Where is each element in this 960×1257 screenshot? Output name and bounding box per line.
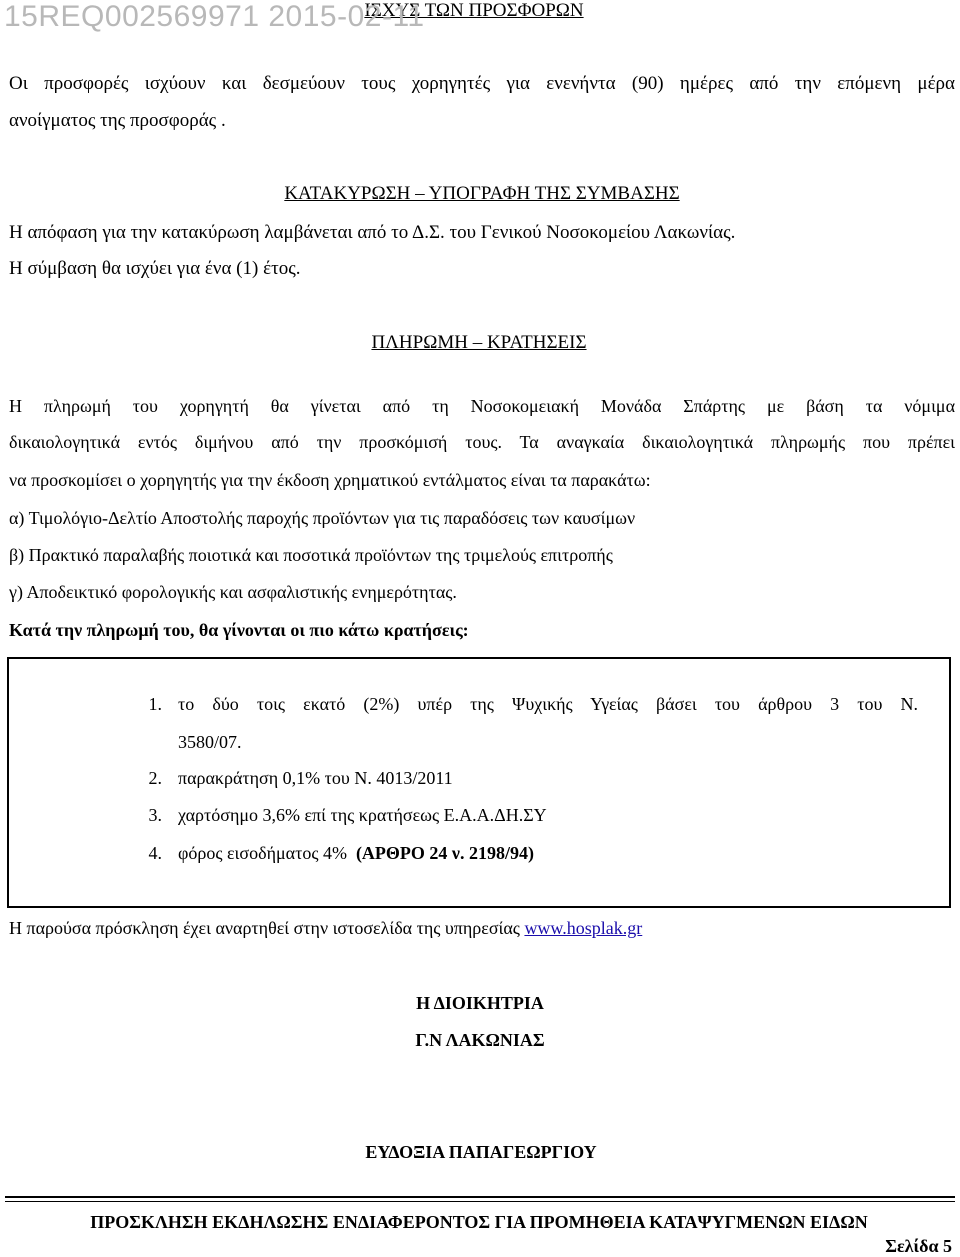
validity-line-2: ανοίγματος της προσφοράς .: [9, 110, 226, 131]
page-number: Σελίδα 5: [885, 1236, 952, 1256]
payment-item-a: α) Τιμολόγιο-Δελτίο Αποστολής παροχής προϊόντων για τις παραδόσεις των καυσίμων: [9, 508, 636, 528]
deduction-4-plain: φόρος εισοδήματος 4%: [178, 843, 356, 863]
deduction-1-text-cont: 3580/07.: [178, 732, 242, 752]
payment-heading: ΠΛΗΡΩΜΗ – ΚΡΑΤΗΣΕΙΣ: [371, 332, 587, 353]
award-line-1: Η απόφαση για την κατακύρωση λαμβάνεται από το Δ.Σ. του Γενικού Νοσοκομείου Λακωνίας.: [9, 222, 736, 243]
deduction-3-text: χαρτόσημο 3,6% επί της κρατήσεως Ε.Α.Α.ΔΗ.ΣΥ: [178, 805, 547, 825]
payment-line-1: Η πληρωμή του χορηγητή θα γίνεται από τη Νοσοκομειακή Μονάδα Σπάρτης με βάση τα νόμιμα: [9, 396, 955, 416]
award-heading: ΚΑΤΑΚΥΡΩΣΗ – ΥΠΟΓΡΑΦΗ ΤΗΣ ΣΥΜΒΑΣΗΣ: [284, 183, 680, 204]
signature-title: Η ΔΙΟΙΚΗΤΡΙΑ: [416, 993, 544, 1013]
payment-item-b: β) Πρακτικό παραλαβής ποιοτικά και ποσοτικά προϊόντων της τριμελούς επιτροπής: [9, 545, 613, 565]
document-id-stamp: 15REQ002569971 2015-02-11: [4, 0, 425, 33]
payment-item-c: γ) Αποδεικτικό φορολογικής και ασφαλιστικής ενημερότητας.: [9, 582, 457, 602]
deduction-4-number: 4.: [148, 843, 162, 863]
deductions-heading: Κατά την πληρωμή του, θα γίνονται οι πιο κάτω κρατήσεις:: [9, 620, 469, 640]
payment-line-2: δικαιολογητικά εντός διμήνου από την προσκόμισή τους. Τα αναγκαία δικαιολογητικά πληρωμής που πρέπει: [9, 432, 955, 452]
deduction-4-text: [178, 843, 534, 864]
deduction-1-text: το δύο τοις εκατό (2%) υπέρ της Ψυχικής Υγείας βάσει του άρθρου 3 του Ν.: [178, 694, 918, 714]
signature-org: Γ.Ν ΛΑΚΩΝΙΑΣ: [415, 1030, 545, 1050]
validity-heading: ΙΣΧΥΣ ΤΩΝ ΠΡΟΣΦΟΡΩΝ: [364, 0, 584, 21]
website-link[interactable]: www.hosplak.gr: [524, 918, 643, 938]
deduction-4-bold: (ΑΡΘΡΟ 24 ν. 2198/94): [355, 843, 534, 863]
posting-line: [9, 918, 642, 939]
payment-line-3: να προσκομίσει ο χορηγητής για την έκδοση χρηματικού εντάλματος είναι τα παρακάτω:: [9, 470, 651, 490]
award-line-2: Η σύμβαση θα ισχύει για ένα (1) έτος.: [9, 258, 301, 279]
footer-rule-thick: [5, 1196, 955, 1198]
deduction-3-number: 3.: [148, 805, 162, 825]
signature-name: ΕΥΔΟΞΙΑ ΠΑΠΑΓΕΩΡΓΙΟΥ: [365, 1142, 597, 1162]
deduction-1-number: 1.: [148, 694, 162, 714]
footer-title: ΠΡΟΣΚΛΗΣΗ ΕΚΔΗΛΩΣΗΣ ΕΝΔΙΑΦΕΡΟΝΤΟΣ ΓΙΑ ΠΡΟΜΗΘΕΙΑ ΚΑΤΑΨΥΓΜΕΝΩΝ ΕΙΔΩΝ: [90, 1212, 868, 1232]
footer-rule-thin: [5, 1201, 955, 1202]
validity-line-1: Οι προσφορές ισχύουν και δεσμεύουν τους χορηγητές για ενενήντα (90) ημέρες από την επόμενη μέρα: [9, 73, 955, 94]
posting-text: Η παρούσα πρόσκληση έχει αναρτηθεί στην ιστοσελίδα της υπηρεσίας: [9, 918, 525, 938]
deduction-2-text: παρακράτηση 0,1% του Ν. 4013/2011: [178, 768, 453, 788]
deduction-2-number: 2.: [148, 768, 162, 788]
